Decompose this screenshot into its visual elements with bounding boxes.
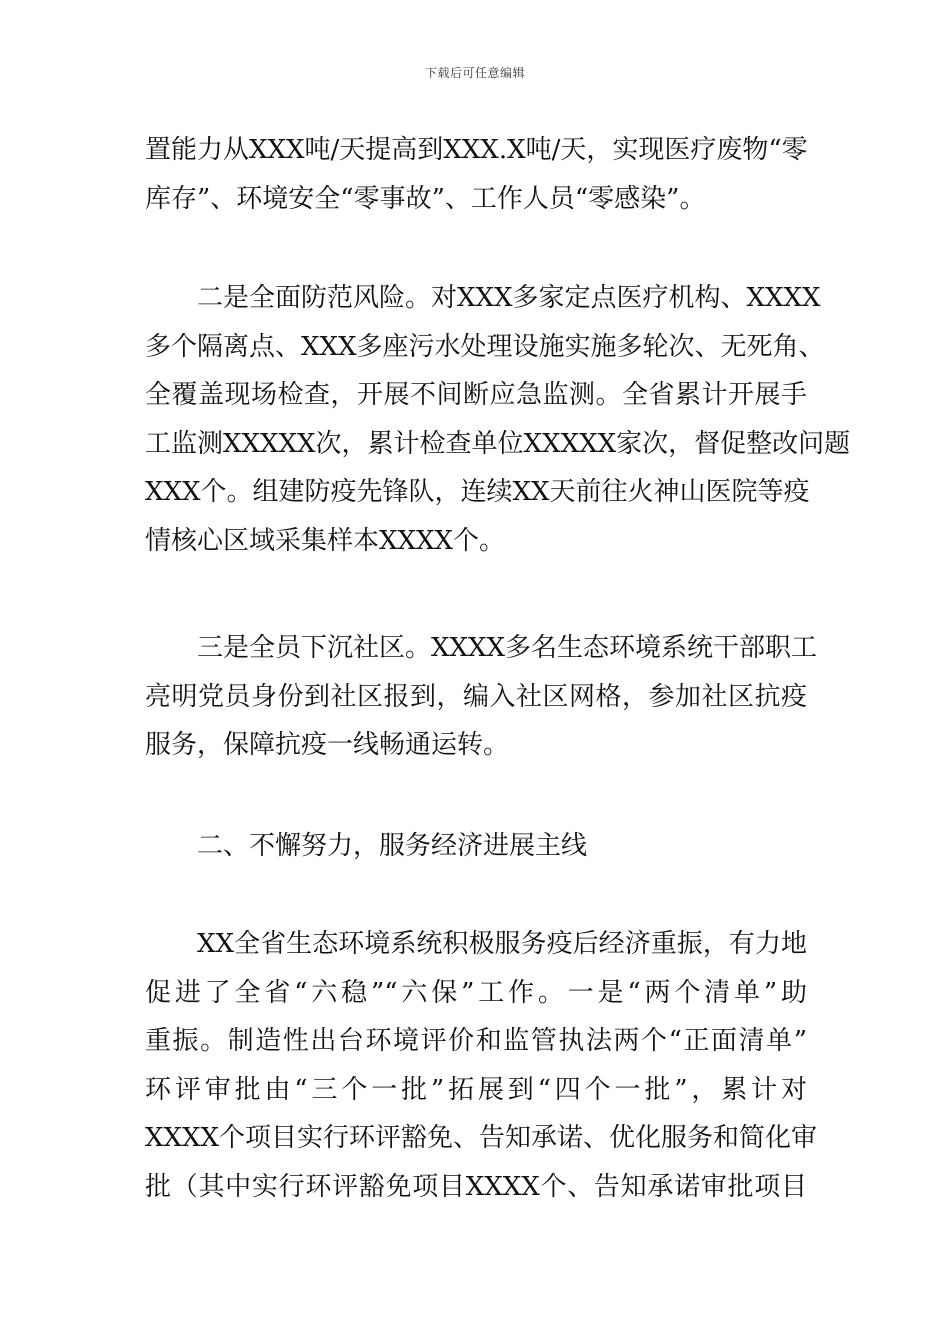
section-heading-text: 二、不懈努力，服务经济进展主线 (197, 831, 588, 861)
paragraph-line: 工监测XXXXX次，累计检查单位XXXXX家次，督促整改问题 (145, 428, 851, 459)
paragraph-3 (145, 624, 818, 770)
paragraph-line: 二是全面防范风险。对XXX多家定点医疗机构、XXXX (197, 283, 821, 313)
paragraph-line: 库存”、环境安全“零事故”、工作人员“零感染”。 (145, 183, 706, 214)
paragraph-line: XXX个。组建防疫先锋队，连续XX天前往火神山医院等疫 (145, 477, 810, 507)
paragraph-line: 情核心区域采集样本XXXX个。 (145, 525, 506, 556)
paragraph-line: 全覆盖现场检查，开展不间断应急监测。全省累计开展手 (145, 380, 807, 410)
paragraph-line: 三是全员下沉社区。XXXX多名生态环境系统干部职工 (197, 633, 818, 663)
paragraph-line: XX全省生态环境系统积极服务疫后经济重振，有力地 (197, 929, 807, 959)
paragraph-2 (145, 274, 851, 565)
page-header: 下载后可任意编辑 (424, 66, 525, 80)
paragraph-1 (145, 126, 807, 223)
paragraph-line: 服务，保障抗疫一线畅通运转。 (145, 730, 510, 760)
paragraph-line: 置能力从XXX吨/天提高到XXX.X吨/天，实现医疗废物“零 (145, 135, 808, 165)
paragraph-line: 重振。制造性出台环境评价和监管执法两个“正面清单” (145, 1026, 807, 1056)
paragraph-line: XXXX个项目实行环评豁免、告知承诺、优化服务和简化审 (145, 1123, 818, 1153)
paragraph-line: 亮明党员身份到社区报到，编入社区网格，参加社区抗疫 (145, 681, 807, 712)
paragraph-line: 批（其中实行环评豁免项目XXXX个、告知承诺审批项目 (145, 1171, 807, 1202)
paragraph-5 (145, 920, 818, 1211)
section-heading (145, 822, 807, 871)
paragraph-line: 多个隔离点、XXX多座污水处理设施实施多轮次、无死角、 (145, 331, 825, 362)
paragraph-line: 促进了全省“六稳”“六保”工作。一是“两个清单”助 (145, 977, 807, 1008)
paragraph-line: 环评审批由“三个一批”拓展到“四个一批”，累计对 (145, 1074, 807, 1105)
